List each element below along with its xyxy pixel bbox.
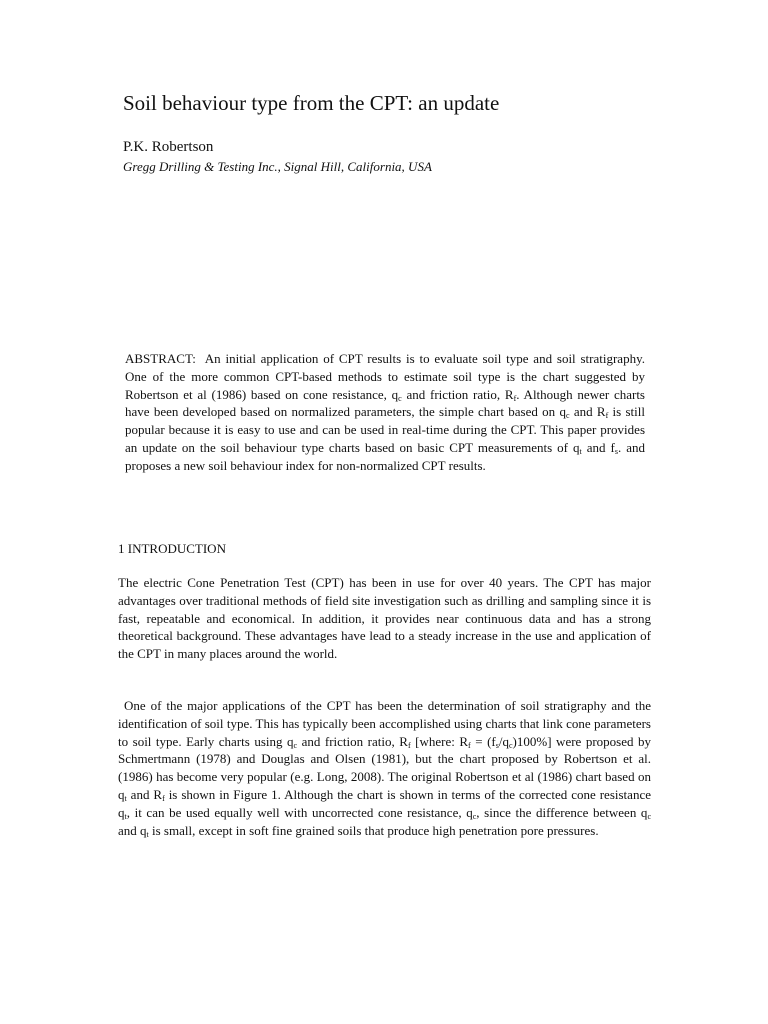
body-text: and q bbox=[118, 822, 147, 838]
body-text: is small, except in soft fine grained soils that produce high penetration pore pressures. bbox=[148, 822, 599, 838]
body-subscript: t bbox=[124, 811, 127, 821]
section-heading-introduction: 1 INTRODUCTION bbox=[118, 541, 226, 556]
abstract-text: is still popular because it is easy to use and can be used in real-time during the CPT. This paper provides an update on the soil behaviour type charts based on basic CPT measurements of q bbox=[125, 404, 645, 455]
abstract-text: and friction ratio, R bbox=[401, 386, 514, 402]
body-text: = (f bbox=[470, 733, 496, 749]
abstract-text: and f bbox=[581, 439, 615, 455]
body-subscript: c bbox=[293, 740, 298, 750]
body-text: and friction ratio, R bbox=[297, 733, 408, 749]
abstract-subscript: s bbox=[614, 446, 618, 456]
body-subscript: f bbox=[468, 740, 471, 750]
abstract-text: . and proposes a new soil behaviour index for non-normalized CPT results. bbox=[125, 439, 645, 473]
abstract-text: and R bbox=[569, 404, 606, 420]
abstract-subscript: c bbox=[565, 411, 570, 421]
abstract-subscript: f bbox=[605, 411, 609, 421]
abstract-label: ABSTRACT: bbox=[125, 351, 196, 366]
body-subscript: f bbox=[162, 793, 165, 803]
body-paragraph: The electric Cone Penetration Test (CPT) has been in use for over 40 years. The CPT has major advantages over traditional methods of field site investigation such as drilling and sampling since it is fast, repeatable and economical. In addition, it provides near continuous data and has a strong theoretical background. These advantages have lead to a steady increase in the use and application of the CPT in many places around the world. bbox=[118, 575, 651, 662]
abstract-subscript: f bbox=[513, 393, 517, 403]
body-text: /q bbox=[498, 733, 509, 749]
author-affiliation: Gregg Drilling & Testing Inc., Signal Hill, California, USA bbox=[123, 159, 432, 174]
body-text: [where: R bbox=[410, 733, 469, 749]
body-subscript: t bbox=[124, 793, 127, 803]
body-text: )100%] were proposed by Schmertmann (1978) and Douglas and Olsen (1981), but the chart proposed by Robertson et al. (1986) has become very popular (e.g. Long, 2008). The original Robertson et al (1986) chart based on q bbox=[118, 733, 652, 802]
body-text: and R bbox=[126, 786, 163, 802]
body-text: One of the major applications of the CPT has been the determination of soil stratigraphy and the identification of soil type. This has typically been accomplished using charts that link cone parameters to soil type. Early charts using q bbox=[118, 698, 651, 749]
body-subscript: c bbox=[472, 811, 477, 821]
body-subscript: c bbox=[647, 811, 651, 821]
body-text: is shown in Figure 1. Although the chart is shown in terms of the corrected cone resistance q bbox=[118, 786, 651, 820]
body-paragraph bbox=[118, 697, 651, 839]
abstract-text: . Although newer charts have been developed based on normalized parameters, the simple chart based on q bbox=[125, 386, 645, 420]
body-text: , since the difference between q bbox=[476, 804, 648, 820]
abstract-text: An initial application of CPT results is to evaluate soil type and soil stratigraphy. One of the more common CPT-based methods to estimate soil type is the chart suggested by Robertson et al (1986) based on cone resistance, q bbox=[125, 351, 645, 402]
abstract bbox=[125, 350, 645, 475]
paper-title: Soil behaviour type from the CPT: an update bbox=[123, 91, 500, 115]
abstract-subscript: c bbox=[398, 393, 402, 403]
abstract-subscript: t bbox=[579, 446, 582, 456]
author-name: P.K. Robertson bbox=[123, 139, 214, 155]
body-subscript: t bbox=[146, 829, 149, 839]
body-subscript: s bbox=[495, 740, 499, 750]
body-subscript: f bbox=[407, 740, 411, 750]
body-text: , it can be used equally well with uncorrected cone resistance, q bbox=[126, 804, 473, 820]
body-subscript: c bbox=[508, 740, 513, 750]
